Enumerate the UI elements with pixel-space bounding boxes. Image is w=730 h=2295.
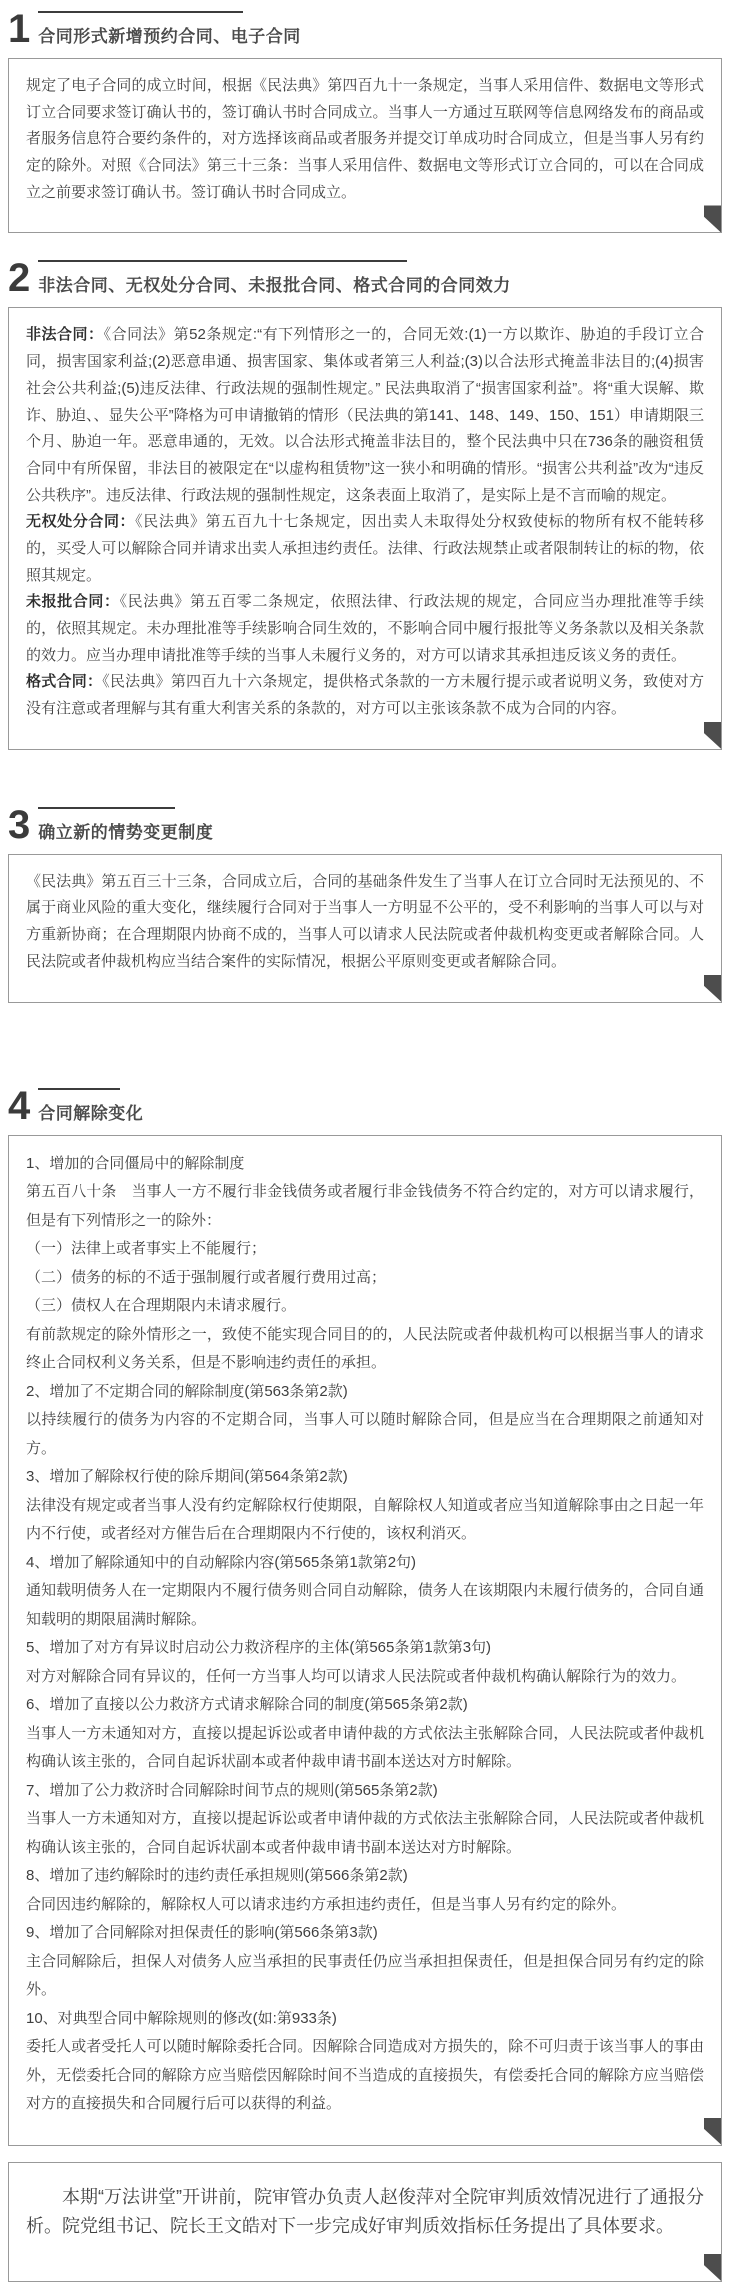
paragraph-lead: 未报批合同： (26, 593, 120, 611)
paragraph-text: 《民法典》第五百零二条规定，依照法律、行政法规的规定，合同应当办理批准等手续的，依照其规定。未办理批准等手续影响合同生效的，不影响合同中履行报批等义务条款以及相关条款的效力。应当办理申请批准等手续的当事人未履行义务的，对方可以请求其承担违反该义务的责任。 (26, 593, 704, 664)
list-line: 法律没有规定或者当事人没有约定解除权行使期限，自解除权人知道或者应当知道解除事由之日起一年内不行使，或者经对方催告后在合理期限内不行使的，该权利消灭。 (26, 1496, 704, 1542)
section-1-paragraph (26, 73, 704, 206)
list-line: 当事人一方未通知对方，直接以提起诉讼或者申请仲裁的方式依法主张解除合同，人民法院或者仲裁机构确认该主张的，合同自起诉状副本或者仲裁申请书副本送达对方时解除。 (26, 1810, 704, 1856)
list-line: 3、增加了解除权行使的除斥期间(第564条第2款) (26, 1468, 348, 1485)
section-3-title: 确立新的情势变更制度 (38, 807, 213, 843)
list-line: 主合同解除后，担保人对债务人应当承担的民事责任仍应当承担担保责任，但是担保合同另有约定的除外。 (26, 1952, 704, 1998)
section-2-header (8, 256, 720, 301)
section-4-box (8, 1135, 722, 2146)
section-3-box (8, 854, 722, 1003)
paragraph-text: 《民法典》第五百三十三条，合同成立后，合同的基础条件发生了当事人在订立合同时无法预见的、不属于商业风险的重大变化，继续履行合同对于当事人一方明显不公平的，受不利影响的当事人可以与对方重新协商；在合理期限内协商不成的，当事人可以请求人民法院或者仲裁机构变更或者解除合同。人民法院或者仲裁机构应当结合案件的实际情况，根据公平原则变更或者解除合同。 (26, 872, 704, 970)
section-1-box (8, 58, 722, 233)
list-line: 委托人或者受托人可以随时解除委托合同。因解除合同造成对方损失的，除不可归责于该当事人的事由外，无偿委托合同的解除方应当赔偿因解除时间不当造成的直接损失，有偿委托合同的解除方应当赔偿对方的直接损失和合同履行后可以获得的利益。 (26, 2038, 704, 2112)
folded-corner-icon (704, 205, 721, 232)
section-4-list (26, 1150, 704, 2119)
paragraph-lead: 非法合同： (26, 326, 104, 344)
paragraph-text: 《民法典》第五百九十七条规定，因出卖人未取得处分权致使标的物所有权不能转移的，买受人可以解除合同并请求出卖人承担违约责任。法律、行政法规禁止或者限制转让的标的物，依照其规定。 (26, 513, 704, 584)
folded-corner-icon (704, 2254, 721, 2281)
list-line: 对方对解除合同有异议的，任何一方当事人均可以请求人民法院或者仲裁机构确认解除行为的效力。 (26, 1667, 687, 1685)
paragraph-lead: 格式合同： (26, 673, 103, 691)
paragraph-text: 《民法典》第四百九十六条规定，提供格式条款的一方未履行提示或者说明义务，致使对方没有注意或者理解与其有重大利害关系的条款的，对方可以主张该条款不成为合同的内容。 (26, 673, 704, 718)
folded-corner-icon (704, 2118, 721, 2145)
list-line: 第五百八十条 当事人一方不履行非金钱债务或者履行非金钱债务不符合约定的，对方可以请求履行，但是有下列情形之一的除外： (26, 1183, 704, 1229)
list-line: 10、对典型合同中解除规则的修改(如:第933条) (26, 2009, 337, 2027)
section-4-title: 合同解除变化 (38, 1088, 143, 1124)
section-2-title: 非法合同、无权处分合同、未报批合同、格式合同的合同效力 (38, 260, 511, 296)
section-2-paragraph-illegal-contract (26, 322, 704, 509)
section-2-box (8, 307, 722, 749)
section-3-header (8, 802, 720, 847)
section-4-header (8, 1083, 720, 1128)
list-line: （一）法律上或者事实上不能履行； (26, 1240, 267, 1257)
list-line: （二）债务的标的不适于强制履行或者履行费用过高； (26, 1268, 387, 1286)
list-line: 合同因违约解除的，解除权人可以请求违约方承担违约责任，但是当事人另有约定的除外。 (26, 1895, 627, 1913)
paragraph-text: 规定了电子合同的成立时间，根据《民法典》第四百九十一条规定，当事人采用信件、数据电文等形式订立合同要求签订确认书的，签订确认书时合同成立。当事人一方通过互联网等信息网络发布的商品或者服务信息符合要约条件的，对方选择该商品或者服务并提交订单成功时合同成立，但是当事人另有约定的除外。对照《合同法》第三十三条：当事人采用信件、数据电文等形式订立合同的，可以在合同成立之前要求签订确认书。签订确认书时合同成立。 (26, 77, 704, 201)
list-line: 8、增加了违约解除时的违约责任承担规则(第566条第2款) (26, 1867, 408, 1884)
paragraph-text: 《合同法》第52条规定:“有下列情形之一的，合同无效:(1)一方以欺诈、胁迫的手段订立合同，损害国家利益;(2)恶意串通、损害国家、集体或者第三人利益;(3)以合法形式掩盖非法目的;(4)损害社会公共利益;(5)违反法律、行政法规的强制性规定。” 民法典取消了“损害国家利益”。将“重大误解、欺诈、胁迫、、显失公平”降格为可申请撤销的情形（民法典的第141、148、149、150、151）申请期限三个月、胁迫一年。恶意串通的，无效。以合法形式掩盖非法目的，整个民法典中只在736条的融资租赁合同中有所保留，非法目的被限定在“以虚构租赁物”这一狭小和明确的情形。“损害公共利益”改为“违反公共秩序”。违反法律、行政法规的强制性规定，这条表面上取消了，是实际上是不言而喻的规定。 (26, 326, 704, 504)
list-line: 7、增加了公力救济时合同解除时间节点的规则(第565条第2款) (26, 1781, 438, 1799)
section-3-paragraph (26, 869, 704, 976)
list-line: 有前款规定的除外情形之一，致使不能实现合同目的的，人民法院或者仲裁机构可以根据当事人的请求终止合同权利义务关系，但是不影响违约责任的承担。 (26, 1325, 704, 1371)
section-1-number: 1 (8, 7, 30, 51)
folded-corner-icon (704, 975, 721, 1002)
list-line: 以持续履行的债务为内容的不定期合同，当事人可以随时解除合同，但是应当在合理期限之前通知对方。 (26, 1411, 704, 1457)
folded-corner-icon (704, 722, 721, 749)
list-line: 5、增加了对方有异议时启动公力救济程序的主体(第565条第1款第3句) (26, 1639, 492, 1656)
section-2-paragraph-standard-form-contract (26, 669, 704, 722)
list-line: 9、增加了合同解除对担保责任的影响(第566条第3款) (26, 1924, 378, 1941)
section-2-paragraph-unapproved-contract (26, 589, 704, 669)
paragraph-text: 本期“万法讲堂”开讲前，院审管办负责人赵俊萍对全院审判质效情况进行了通报分析。院党组书记、院长王文皓对下一步完成好审判质效指标任务提出了具体要求。 (26, 2186, 704, 2236)
paragraph-lead: 无权处分合同： (26, 513, 136, 531)
list-line: （三）债权人在合理期限内未请求履行。 (26, 1297, 297, 1314)
section-4-number: 4 (8, 1083, 30, 1128)
section-2-number: 2 (8, 256, 30, 301)
list-line: 通知载明债务人在一定期限内不履行债务则合同自动解除，债务人在该期限内未履行债务的，合同自通知载明的期限届满时解除。 (26, 1582, 704, 1628)
section-1-title: 合同形式新增预约合同、电子合同 (38, 11, 301, 47)
section-3-number: 3 (8, 802, 30, 847)
footer-paragraph (26, 2183, 704, 2241)
list-line: 当事人一方未通知对方，直接以提起诉讼或者申请仲裁的方式依法主张解除合同，人民法院或者仲裁机构确认该主张的，合同自起诉状副本或者仲裁申请书副本送达对方时解除。 (26, 1724, 704, 1770)
list-line: 2、增加了不定期合同的解除制度(第563条第2款) (26, 1382, 348, 1400)
footer-notice-box (8, 2162, 722, 2282)
list-line: 4、增加了解除通知中的自动解除内容(第565条第1款第2句) (26, 1553, 417, 1571)
section-1-header (8, 7, 720, 51)
section-2-paragraph-unauthorized-disposal (26, 509, 704, 589)
list-line: 6、增加了直接以公力救济方式请求解除合同的制度(第565条第2款) (26, 1696, 468, 1713)
list-line: 1、增加的合同僵局中的解除制度 (26, 1154, 245, 1172)
